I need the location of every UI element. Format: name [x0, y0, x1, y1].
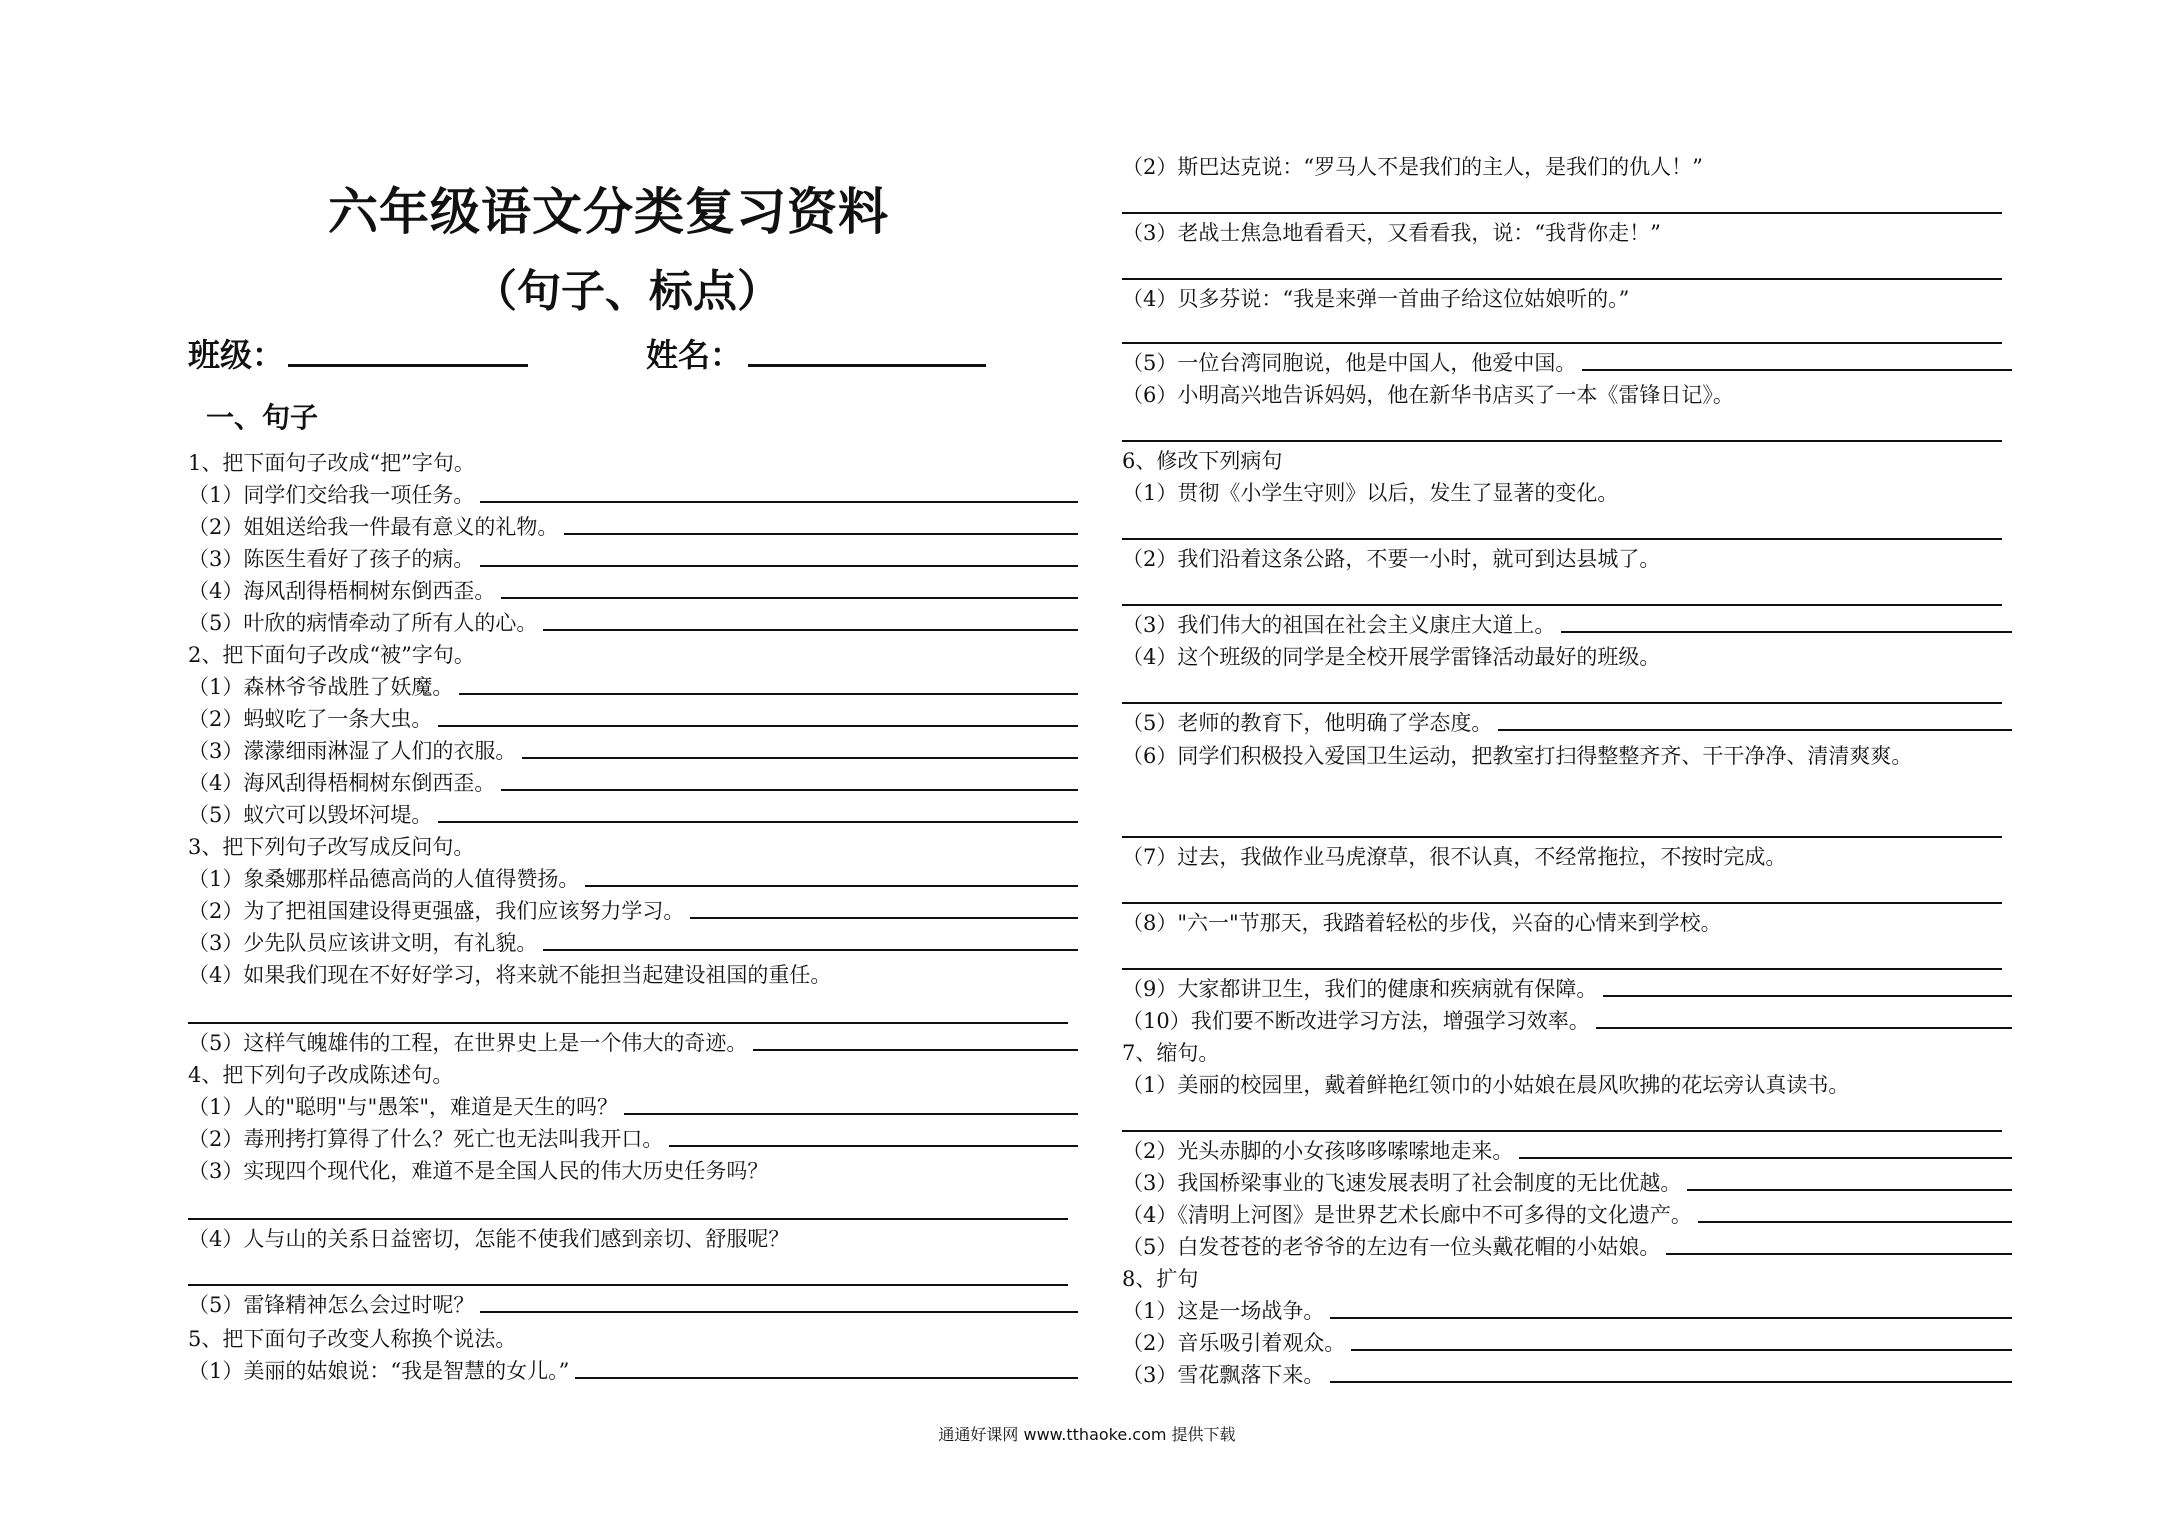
list-item: （4）海风刮得梧桐树东倒西歪。	[188, 766, 1078, 796]
list-item: （2）姐姐送给我一件最有意义的礼物。	[188, 510, 1078, 540]
list-item: （2）毒刑拷打算得了什么？死亡也无法叫我开口。	[188, 1122, 1078, 1152]
answer-line[interactable]	[669, 1145, 1078, 1147]
answer-line[interactable]	[1122, 968, 2002, 970]
list-item: （4）《清明上河图》是世界艺术长廊中不可多得的文化遗产。	[1122, 1198, 2012, 1228]
answer-line[interactable]	[543, 949, 1078, 951]
question-title: 4、把下列句子改成陈述句。	[188, 1063, 454, 1087]
list-item: （10）我们要不断改进学习方法，增强学习效率。	[1122, 1004, 2012, 1034]
page-title: 六年级语文分类复习资料	[328, 183, 889, 241]
answer-line[interactable]	[438, 821, 1078, 823]
answer-line[interactable]	[564, 533, 1078, 535]
answer-line[interactable]	[1330, 1317, 2012, 1319]
question-title: 3、把下列句子改写成反问句。	[188, 835, 475, 859]
answer-line[interactable]	[585, 885, 1078, 887]
answer-line[interactable]	[1582, 369, 2012, 371]
list-item: （9）大家都讲卫生，我们的健康和疾病就有保障。	[1122, 972, 2012, 1002]
answer-line[interactable]	[1498, 729, 2012, 731]
answer-line[interactable]	[1698, 1221, 2012, 1223]
list-item: （3）陈医生看好了孩子的病。	[188, 542, 1078, 572]
name-label: 姓名：	[646, 336, 743, 374]
list-item: （1）森林爷爷战胜了妖魔。	[188, 670, 1078, 700]
list-item: （1）贯彻《小学生守则》以后，发生了显著的变化。	[1122, 481, 1619, 505]
list-item: （5）老师的教育下，他明确了学态度。	[1122, 706, 2012, 736]
list-item: （3）濛濛细雨淋湿了人们的衣服。	[188, 734, 1078, 764]
list-item: （3）雪花飘落下来。	[1122, 1358, 2012, 1388]
list-item: （1）人的"聪明"与"愚笨"，难道是天生的吗？	[188, 1090, 1078, 1120]
list-item: （2）为了把祖国建设得更强盛，我们应该努力学习。	[188, 894, 1078, 924]
question-title: 6、修改下列病句	[1122, 449, 1283, 473]
answer-line[interactable]	[1666, 1253, 2012, 1255]
list-item: （5）雷锋精神怎么会过时呢？	[188, 1288, 1078, 1318]
page-subtitle: （句子、标点）	[473, 266, 781, 317]
list-item: （5）白发苍苍的老爷爷的左边有一位头戴花帽的小姑娘。	[1122, 1230, 2012, 1260]
footer-credit: 通通好课网 www.tthaoke.com 提供下载	[938, 1425, 1236, 1444]
answer-line[interactable]	[1596, 1027, 2012, 1029]
list-item: （7）过去，我做作业马虎潦草，很不认真，不经常拖拉，不按时完成。	[1122, 845, 1787, 869]
answer-line[interactable]	[438, 725, 1078, 727]
answer-line[interactable]	[480, 1311, 1078, 1313]
answer-line[interactable]	[1603, 995, 2012, 997]
list-item: （1）象桑娜那样品德高尚的人值得赞扬。	[188, 862, 1078, 892]
answer-line[interactable]	[480, 565, 1078, 567]
class-label: 班级：	[188, 336, 285, 374]
answer-line[interactable]	[480, 501, 1078, 503]
list-item: （4）人与山的关系日益密切，怎能不使我们感到亲切、舒服呢？	[188, 1227, 790, 1251]
list-item: （1）美丽的校园里，戴着鲜艳红领巾的小姑娘在晨风吹拂的花坛旁认真读书。	[1122, 1073, 1850, 1097]
answer-line[interactable]	[188, 1284, 1068, 1286]
list-item: （4）如果我们现在不好好学习，将来就不能担当起建设祖国的重任。	[188, 963, 832, 987]
list-item: （4）这个班级的同学是全校开展学雷锋活动最好的班级。	[1122, 645, 1661, 669]
list-item: （3）我们伟大的祖国在社会主义康庄大道上。	[1122, 608, 2012, 638]
answer-line[interactable]	[1330, 1381, 2012, 1383]
answer-line[interactable]	[1122, 342, 2002, 344]
list-item: （6）小明高兴地告诉妈妈，他在新华书店买了一本《雷锋日记》。	[1122, 383, 1734, 407]
answer-line[interactable]	[459, 693, 1078, 695]
answer-line[interactable]	[690, 917, 1078, 919]
answer-line[interactable]	[1561, 631, 2012, 633]
answer-line[interactable]	[522, 757, 1078, 759]
list-item: （2）蚂蚁吃了一条大虫。	[188, 702, 1078, 732]
question-title: 8、扩句	[1122, 1267, 1199, 1291]
list-item: （2）我们沿着这条公路，不要一小时，就可到达县城了。	[1122, 547, 1661, 571]
answer-line[interactable]	[188, 1022, 1068, 1024]
list-item: （4）海风刮得梧桐树东倒西歪。	[188, 574, 1078, 604]
list-item: （5）蚁穴可以毁坏河堤。	[188, 798, 1078, 828]
list-item: （8）"六一"节那天，我踏着轻松的步伐，兴奋的心情来到学校。	[1122, 911, 1722, 935]
list-item: （4）贝多芬说：“我是来弹一首曲子给这位姑娘听的。”	[1122, 287, 1630, 311]
list-item: （5）这样气魄雄伟的工程，在世界史上是一个伟大的奇迹。	[188, 1026, 1078, 1056]
list-item: （2）光头赤脚的小女孩哆哆嗦嗦地走来。	[1122, 1134, 2012, 1164]
answer-line[interactable]	[501, 789, 1078, 791]
answer-line[interactable]	[1122, 538, 2002, 540]
list-item: （5）叶欣的病情牵动了所有人的心。	[188, 606, 1078, 636]
section-heading: 一、句子	[206, 401, 319, 434]
list-item: （3）我国桥梁事业的飞速发展表明了社会制度的无比优越。	[1122, 1166, 2012, 1196]
list-item: （6）同学们积极投入爱国卫生运动，把教室打扫得整整齐齐、干干净净、清清爽爽。	[1122, 744, 1913, 768]
answer-line[interactable]	[1122, 440, 2002, 442]
answer-line[interactable]	[543, 629, 1078, 631]
answer-line[interactable]	[501, 597, 1078, 599]
answer-line[interactable]	[1122, 836, 2002, 838]
answer-line[interactable]	[575, 1377, 1078, 1379]
list-item: （5）一位台湾同胞说，他是中国人，他爱中国。	[1122, 346, 2012, 376]
question-title: 7、缩句。	[1122, 1041, 1220, 1065]
answer-line[interactable]	[1122, 702, 2002, 704]
answer-line[interactable]	[188, 1218, 1068, 1220]
answer-line[interactable]	[1519, 1157, 2012, 1159]
list-item: （2）斯巴达克说：“罗马人不是我们的主人，是我们的仇人！”	[1122, 155, 1703, 179]
list-item: （3）少先队员应该讲文明，有礼貌。	[188, 926, 1078, 956]
list-item: （3）老战士焦急地看看天，又看看我，说：“我背你走！”	[1122, 221, 1661, 245]
question-title: 2、把下面句子改成“被”字句。	[188, 643, 475, 667]
list-item: （1）美丽的姑娘说：“我是智慧的女儿。”	[188, 1354, 1078, 1384]
list-item: （3）实现四个现代化，难道不是全国人民的伟大历史任务吗？	[188, 1159, 769, 1183]
list-item: （1）同学们交给我一项任务。	[188, 478, 1078, 508]
answer-line[interactable]	[1122, 212, 2002, 214]
answer-line[interactable]	[1122, 902, 2002, 904]
answer-line[interactable]	[1122, 1130, 2002, 1132]
answer-line[interactable]	[1687, 1189, 2012, 1191]
class-field[interactable]	[288, 364, 528, 367]
answer-line[interactable]	[753, 1049, 1078, 1051]
name-field[interactable]	[748, 364, 986, 367]
question-title: 5、把下面句子改变人称换个说法。	[188, 1327, 517, 1351]
question-title: 1、把下面句子改成“把”字句。	[188, 451, 475, 475]
answer-line[interactable]	[1122, 604, 2002, 606]
answer-line[interactable]	[1351, 1349, 2012, 1351]
list-item: （2）音乐吸引着观众。	[1122, 1326, 2012, 1356]
answer-line[interactable]	[624, 1113, 1078, 1115]
answer-line[interactable]	[1122, 278, 2002, 280]
list-item: （1）这是一场战争。	[1122, 1294, 2012, 1324]
